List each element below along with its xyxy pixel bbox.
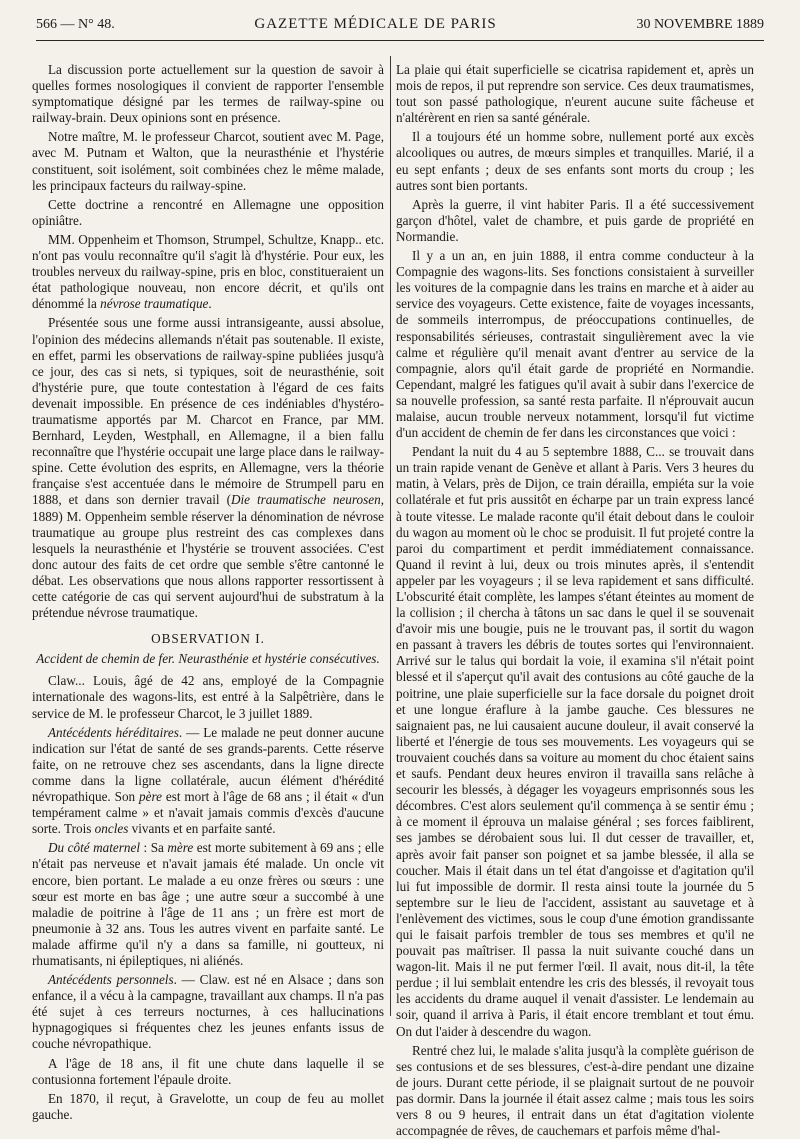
column-divider	[390, 56, 391, 1016]
paragraph: Claw... Louis, âgé de 42 ans, employé de la Compagnie internationale des wagons-lits, est entré à la Salpêtrière, dans le service de M. le professeur Charcot, le 3 juillet 1889.	[32, 673, 384, 721]
right-column	[396, 62, 754, 1139]
emphasis: Antécédents héréditaires	[48, 724, 179, 740]
emphasis: névrose traumatique	[100, 296, 209, 312]
text-run: est mort à l'âge de 68 ans ; il était « d'un tempérament calme » et n'avait jamais commis d'excès d'aucune sorte. Trois	[32, 789, 384, 837]
emphasis: mère	[167, 840, 194, 856]
text-run: .	[208, 296, 212, 312]
emphasis: Antécédents personnels	[48, 972, 174, 988]
paragraph: A l'âge de 18 ans, il fit une chute dans laquelle il se contusionna fortement l'épaule droite.	[32, 1055, 384, 1087]
text-run: vivants et en parfaite santé.	[128, 821, 276, 837]
text-run: : Sa	[140, 840, 168, 856]
page-header	[36, 16, 764, 41]
emphasis: père	[139, 789, 162, 805]
emphasis: Die traumatische neurosen	[230, 492, 381, 508]
paragraph	[32, 725, 384, 838]
observation-subtitle: Accident de chemin de fer. Neurasthénie et hystérie consécutives.	[36, 651, 380, 667]
paragraph: Après la guerre, il vint habiter Paris. Il a été successivement garçon d'hôtel, valet de chambre, et puis garde de propriété en Normandie.	[396, 196, 754, 244]
emphasis: Du côté maternel	[48, 840, 140, 856]
page-number: 566 — N° 48.	[36, 17, 115, 32]
paragraph: Pendant la nuit du 4 au 5 septembre 1888, C... se trouvait dans un train rapide venant de Genève et allant à Paris. Vers 3 heures du matin, à Velars, près de Dijon, ce train dérailla, empiéta sur la voie collatérale et fut pris aussitôt en écharpe par un train express lancé à toute vitesse. Le malade raconte qu'il était debout dans le couloir du wagon au moment où le choc se produisit. Il fut projeté contre la paroi du compartiment et perdit immédiatement connaissance. Quand il revint à lui, deux ou trois minutes après, il s'entendit appeler par les voyageurs ; il se leva rapidement et sans difficulté. L'obscurité était complète, les lampes s'étant éteintes au moment de la collision ; il chercha à tâtons un sac dans le quel il se souvenait d'avoir mis une bougie, puis ne le trouvant pas, il sortit du wagon en passant à travers les débris de toutes sortes qui l'environnaient. Arrivé sur le talus qui bordait la voie, il examina s'il n'était point blessé et il s'aperçut qu'il avait des contusions au côté gauche de la poitrine, une plaie superficielle sur la face dorsale du poignet droit et une longue éraflure à la jambe gauche. Ces blessures ne saignaient pas, ne lui causaient aucune douleur, il avait conservé la liberté et l'énergie de tous ses mouvements. Les voyageurs qui se trouvaient couchés dans sa voiture au moment du choc étaient sains et saufs. Pendant deux heures environ il travailla sans relâche à secourir les blessés, à dégager les voyageurs emprisonnés sous les décombres. C'est alors seulement qu'il commença à se sentir ému ; à ce moment il éprouva un malaise général ; ses forces faiblirent, ses jambes se dérobaient sous lui. Il dut cesser de travailler, et, après avoir fait panser son poignet et sa jambe blessée, il alla se coucher. Mais il était dans un tel état d'angoisse et d'agitation qu'il lui fut impossible de dormir. Il resta ainsi toute la journée du 5 septembre sur le lieu de l'accident, assistant au sauvetage et à l'enlèvement des victimes, sous le coup d'une émotion grandissante qui le faisait parfois trembler de tous ses membres et qu'il ne pouvait pas maîtriser. Il passa la nuit suivante couché dans un wagon-lit. Mais il ne put fermer l'œil. Il avait, nous dit-il, la tête perdue ; il lui semblait entendre les cris des blessés, il revoyait tous les accidents du drame auquel il venait d'assister. Le lendemain au soir, quand il arriva à Paris, il était encore tremblant et tout ému. On dut l'aider à descendre du wagon.	[396, 444, 754, 1039]
text-run: est morte subitement à 69 ans ; elle n'était pas nerveuse et n'avait jamais été malade. Un oncle vit encore, bien portant. Le malade a eu onze frères ou sœurs : une sœur est morte en bas âge ; une autre sœur a succombé à une maladie de poitrine à l'âge de 11 ans ; un frère est mort de pneumonie à 32 ans. Tous les autres vivent en parfaite santé. Le malade affirme qu'il n'y a dans sa famille, ni goutteux, ni rhumatisants, ni épileptiques, ni aliénés.	[32, 840, 384, 968]
emphasis: oncles	[94, 821, 129, 837]
text-run: . — Le malade ne peut donner aucune indication sur l'état de santé de ses grands-parents. Cette réserve faite, on ne retrouve chez ses ascendants, dans la ligne directe comme dans la ligne collatérale, aucun élément d'hérédité névropathique. Son	[32, 724, 384, 805]
paragraph: Il y a un an, en juin 1888, il entra comme conducteur à la Compagnie des wagons-lits. Ses fonctions consistaient à surveiller les voitures de la compagnie dans les trains en marche et à aider au service des voyageurs. Cette existence, faite de voyages incessants, de sommeils interrompus, de préoccupations continuelles, de responsabilités sérieuses, contrastait singulièrement avec la vie calme et régulière qu'il menait avant d'entrer au service de la compagnie, alors qu'il était garde de propriété en Normandie. Cependant, malgré les fatigues qu'il avait à subir dans l'exercice de sa nouvelle profession, sa santé resta parfaite. Il n'éprouvait aucun malaise, aucun trouble nerveux notamment, lorsqu'il fut victime d'un accident de chemin de fer dans les circonstances que voici :	[396, 248, 754, 441]
observation-title: OBSERVATION I.	[151, 631, 265, 647]
journal-title: GAZETTE MÉDICALE DE PARIS	[254, 16, 497, 32]
paragraph: Notre maître, M. le professeur Charcot, soutient avec M. Page, avec M. Putnam et Walton, que la neurasthénie et l'hystérie constituent, soit isolément, soit combinées chez le même malade, les principaux facteurs du railway-spine.	[32, 129, 384, 193]
paragraph: Cette doctrine a rencontré en Allemagne une opposition opiniâtre.	[32, 196, 384, 228]
paragraph: La discussion porte actuellement sur la question de savoir à quelles formes nosologiques il convient de rapporter l'ensemble symptomatique désigné par les termes de railway-spine ou railway-brain. Deux opinions sont en présence.	[32, 62, 384, 126]
left-column	[32, 62, 384, 1122]
text-run: , 1889) M. Oppenheim semble réserver la dénomination de névrose traumatique au groupe plus restreint des cas complexes dans lesquels la neurasthénie et l'hystérie se trouvent associées. C'est donc autour des faits de cet ordre que semble s'être cantonné le débat. Les observations que nous allons rapporter ressortissent à cette catégorie de cas qui servent aujourd'hui de substratum à la prétendue névrose traumatique.	[32, 492, 384, 621]
paragraph	[32, 840, 384, 969]
paragraph: Il a toujours été un homme sobre, nullement porté aux excès alcooliques ou autres, de mœurs simples et tranquilles. Marié, il a eu sept enfants ; deux de ses enfants sont morts du croup ; les autres sont bien portants.	[396, 129, 754, 193]
paragraph: La plaie qui était superficielle se cicatrisa rapidement et, après un mois de repos, il put reprendre son service. Ces deux traumatismes, tout son passé pathologique, n'eurent aucune suite fâcheuse et n'altérèrent en rien sa santé générale.	[396, 62, 754, 126]
paragraph	[32, 315, 384, 621]
paragraph: Rentré chez lui, le malade s'alita jusqu'à la complète guérison de ses contusions et de ses blessures, c'est-à-dire pendant une dizaine de jours. Durant cette période, il se plaignait surtout de ne pouvoir pas dormir. Dans la journée il était assez calme ; mais tous les soirs vers 8 ou 9 heures, il entrait dans un état d'agitation violente accompagnée de rêves, de cauchemars et parfois même d'hal-	[396, 1042, 754, 1139]
paragraph	[32, 232, 384, 312]
text-run: MM. Oppenheim et Thomson, Strumpel, Schultze, Knapp.. etc. n'ont pas voulu reconnaître qu'il s'agit là d'hystérie. Pour eux, les troubles nerveux du railway-spine, pris en bloc, constitueraient un état pathologique nouveau, non encore décrit, et qu'ils ont dénommé la	[32, 231, 384, 312]
paragraph: En 1870, il reçut, à Gravelotte, un coup de feu au mollet gauche.	[32, 1090, 384, 1122]
issue-date: 30 NOVEMBRE 1889	[636, 17, 764, 32]
paragraph	[32, 972, 384, 1052]
text-run: Présentée sous une forme aussi intransigeante, aussi absolue, l'opinion des médecins allemands n'était pas soutenable. Il existe, en effet, parmi les observations de railway-spine publiées jusqu'à ce jour, des cas si nets, si typiques, soit de neurasthénie, soit d'hystérie pure, que toute contestation à l'égard de ces faits devenait impossible. En présence de ces indéniables d'hystéro-traumatisme apportés par M. Charcot en France, par MM. Bernhard, Leyden, Westphall, en Allemagne, il a bien fallu reconnaître que l'hystérie occupait une large place dans le railway-spine. Cette évolution des esprits, en Allemagne, vers la théorie française s'est accentuée dans le mémoire de Strumpell paru en 1888, et dans son dernier travail (	[32, 315, 384, 508]
text-run: . — Claw. est né en Alsace ; dans son enfance, il a vécu à la campagne, travaillant aux champs. Il n'a pas été sujet à ces terreurs nocturnes, à ces hallucinations hypnagogiques si fréquentes chez les jeunes enfants issus de couche névropathique.	[32, 972, 384, 1052]
